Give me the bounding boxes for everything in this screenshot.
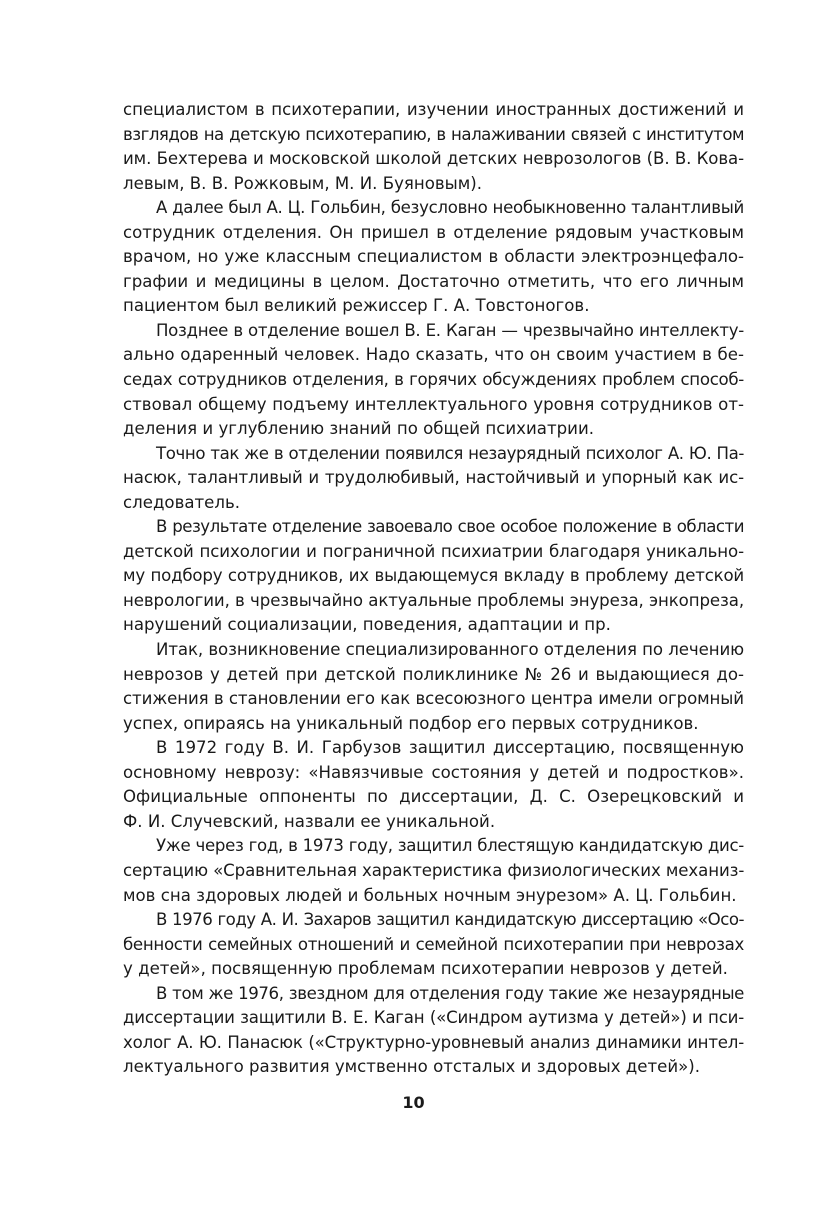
text-line: Итак, возникновение специализированного отделения по лечению bbox=[156, 640, 744, 660]
text-line: В результате отделение завоевало свое особое положение в области bbox=[156, 517, 744, 537]
text-line: А далее был А. Ц. Гольбин, безусловно необыкновенно талантливый bbox=[156, 198, 744, 218]
paragraph bbox=[123, 638, 744, 736]
text-line: седах сотрудников отделения, в горячих обсуждениях проблем способ- bbox=[123, 370, 744, 390]
text-line: взглядов на детскую психотерапию, в налаживании связей с институтом bbox=[123, 124, 744, 144]
text-line: насюк, талантливый и трудолюбивый, настойчивый и упорный как ис- bbox=[123, 468, 744, 488]
text-line: стижения в становлении его как всесоюзного центра имели огромный bbox=[123, 689, 744, 709]
paragraph bbox=[123, 98, 744, 196]
paragraph bbox=[123, 196, 744, 319]
text-line: следователь. bbox=[123, 492, 241, 512]
text-line: ствовал общему подъему интеллектуального уровня сотрудников от- bbox=[123, 394, 744, 414]
text-line: пациентом был великий режиссер Г. А. Товстоногов. bbox=[123, 296, 590, 316]
text-line: у детей», посвященную проблемам психотерапии неврозов у детей. bbox=[123, 959, 728, 979]
text-line: специалистом в психотерапии, изучении иностранных достижений и bbox=[123, 100, 744, 119]
text-line: сертацию «Сравнительная характеристика физиологических механиз- bbox=[123, 860, 745, 880]
text-line: В том же 1976, звездном для отделения году такие же незаурядные bbox=[156, 983, 744, 1003]
text-line: му подбору сотрудников, их выдающемуся вкладу в проблему детской bbox=[123, 566, 744, 586]
text-line: ально одаренный человек. Надо сказать, что он своим участием в бе- bbox=[123, 345, 744, 365]
text-line: нарушений социализации, поведения, адаптации и пр. bbox=[123, 615, 611, 635]
text-line: неврозов у детей при детской поликлинике № 26 и выдающиеся до- bbox=[123, 664, 744, 684]
paragraph bbox=[123, 908, 744, 982]
text-line: диссертации защитили В. Е. Каган («Синдром аутизма у детей») и пси- bbox=[123, 1008, 744, 1028]
paragraph bbox=[123, 982, 744, 1080]
text-line: холог А. Ю. Панасюк («Структурно-уровневый анализ динамики интел- bbox=[123, 1032, 744, 1052]
text-line: мов сна здоровых людей и больных ночным энурезом» А. Ц. Гольбин. bbox=[123, 885, 737, 905]
text-line: Уже через год, в 1973 году, защитил блестящую кандидатскую дис- bbox=[156, 836, 744, 856]
text-line: успех, опираясь на уникальный подбор его первых сотрудников. bbox=[123, 713, 699, 733]
text-line: сотрудник отделения. Он пришел в отделение рядовым участковым bbox=[123, 222, 744, 242]
text-line: графии и медицины в целом. Достаточно отметить, что его личным bbox=[123, 271, 744, 291]
text-line: им. Бехтерева и московской школой детских неврозологов (В. В. Кова- bbox=[123, 149, 744, 169]
text-line: врачом, но уже классным специалистом в области электроэнцефало- bbox=[123, 247, 744, 267]
text-line: деления и углублению знаний по общей психиатрии. bbox=[123, 419, 595, 439]
text-line: неврологии, в чрезвычайно актуальные проблемы энуреза, энкопреза, bbox=[123, 590, 744, 610]
body-text bbox=[123, 98, 744, 1080]
text-line: Официальные оппоненты по диссертации, Д. С. Озерецковский и bbox=[123, 787, 744, 807]
text-line: основному неврозу: «Навязчивые состояния у детей и подростков». bbox=[123, 762, 744, 782]
text-line: бенности семейных отношений и семейной психотерапии при неврозах bbox=[123, 934, 744, 954]
paragraph bbox=[123, 319, 744, 442]
text-line: Точно так же в отделении появился незаурядный психолог А. Ю. Па- bbox=[156, 443, 744, 463]
paragraph bbox=[123, 736, 744, 834]
page-number: 10 bbox=[402, 1093, 425, 1112]
text-line: лектуального развития умственно отсталых и здоровых детей»). bbox=[123, 1057, 701, 1077]
text-line: В 1972 году В. И. Гарбузов защитил диссертацию, посвященную bbox=[156, 738, 744, 758]
text-line: детской психологии и пограничной психиатрии благодаря уникально- bbox=[123, 541, 744, 561]
text-line: Ф. И. Случевский, назвали ее уникальной. bbox=[123, 811, 496, 831]
text-line: В 1976 году А. И. Захаров защитил кандидатскую диссертацию «Осо- bbox=[156, 910, 744, 930]
text-line: Позднее в отделение вошел В. Е. Каган — чрезвычайно интеллекту- bbox=[156, 320, 744, 340]
paragraph bbox=[123, 442, 744, 516]
paragraph bbox=[123, 834, 744, 908]
paragraph bbox=[123, 515, 744, 638]
text-line: левым, В. В. Рожковым, М. И. Буяновым). bbox=[123, 173, 483, 193]
